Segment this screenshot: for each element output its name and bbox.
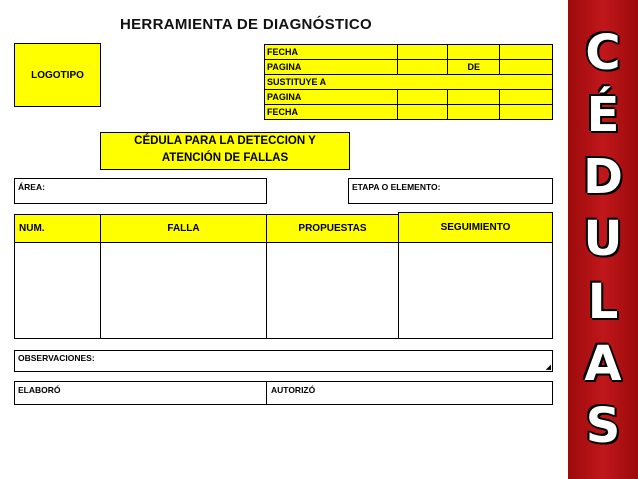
header-row-label: FECHA [265, 45, 398, 60]
logo-placeholder: LOGOTIPO [14, 43, 101, 107]
header-cell[interactable] [500, 90, 553, 105]
header-row-pagina-2 [265, 90, 553, 105]
col-body-seguimiento[interactable] [398, 242, 553, 339]
resize-handle-icon[interactable]: ◢ [545, 364, 551, 371]
observaciones-label: OBSERVACIONES: [18, 353, 95, 363]
col-header-propuestas: PROPUESTAS [266, 214, 399, 243]
header-cell[interactable] [397, 45, 448, 60]
side-letter: C [585, 25, 621, 82]
header-row-label: SUSTITUYE A [265, 75, 553, 90]
header-cell[interactable] [448, 90, 500, 105]
observaciones-field[interactable] [14, 350, 553, 372]
header-row-pagina [265, 60, 553, 75]
col-header-seguimiento: SEGUIMIENTO [398, 212, 553, 243]
header-cell[interactable] [397, 60, 448, 75]
side-letter: S [585, 397, 621, 454]
area-label: ÁREA: [18, 182, 45, 192]
area-field[interactable] [14, 178, 267, 204]
etapa-label: ETAPA O ELEMENTO: [352, 182, 441, 192]
header-row-label: PAGINA [265, 90, 398, 105]
de-label: DE [448, 60, 500, 75]
header-row-label: PAGINA [265, 60, 398, 75]
col-body-propuestas[interactable] [266, 242, 399, 339]
header-row-sustituye [265, 75, 553, 90]
autorizo-field[interactable] [268, 382, 552, 404]
header-cell[interactable] [500, 105, 553, 120]
header-cell[interactable] [397, 105, 448, 120]
col-header-falla: FALLA [100, 214, 267, 243]
header-row-fecha-2 [265, 105, 553, 120]
cedula-title-line-2: ATENCIÓN DE FALLAS [161, 152, 289, 164]
col-header-num: NUM. [14, 214, 101, 243]
side-letter: A [584, 335, 622, 392]
cedulas-side-banner [568, 0, 638, 479]
cedula-title-line-1: CÉDULA PARA LA DETECCION Y [134, 135, 316, 147]
header-cell[interactable] [448, 105, 500, 120]
header-cell[interactable] [500, 45, 553, 60]
header-info-table [264, 44, 553, 120]
cedula-title-box [100, 132, 350, 170]
document-title: HERRAMIENTA DE DIAGNÓSTICO [120, 16, 372, 33]
elaboro-field[interactable] [15, 382, 267, 404]
side-letter: U [583, 211, 623, 268]
header-cell[interactable] [500, 60, 553, 75]
side-letter: D [583, 149, 623, 206]
col-body-falla[interactable] [100, 242, 267, 339]
header-row-label: FECHA [265, 105, 398, 120]
header-row-fecha [265, 45, 553, 60]
side-letter: É [586, 87, 620, 144]
elaboro-label: ELABORÓ [18, 385, 61, 395]
header-cell[interactable] [448, 45, 500, 60]
etapa-field[interactable] [348, 178, 553, 204]
signature-row [14, 381, 553, 405]
autorizo-label: AUTORIZÓ [271, 385, 316, 395]
col-body-num[interactable] [14, 242, 101, 339]
header-cell[interactable] [397, 90, 448, 105]
side-letter: L [587, 273, 619, 330]
